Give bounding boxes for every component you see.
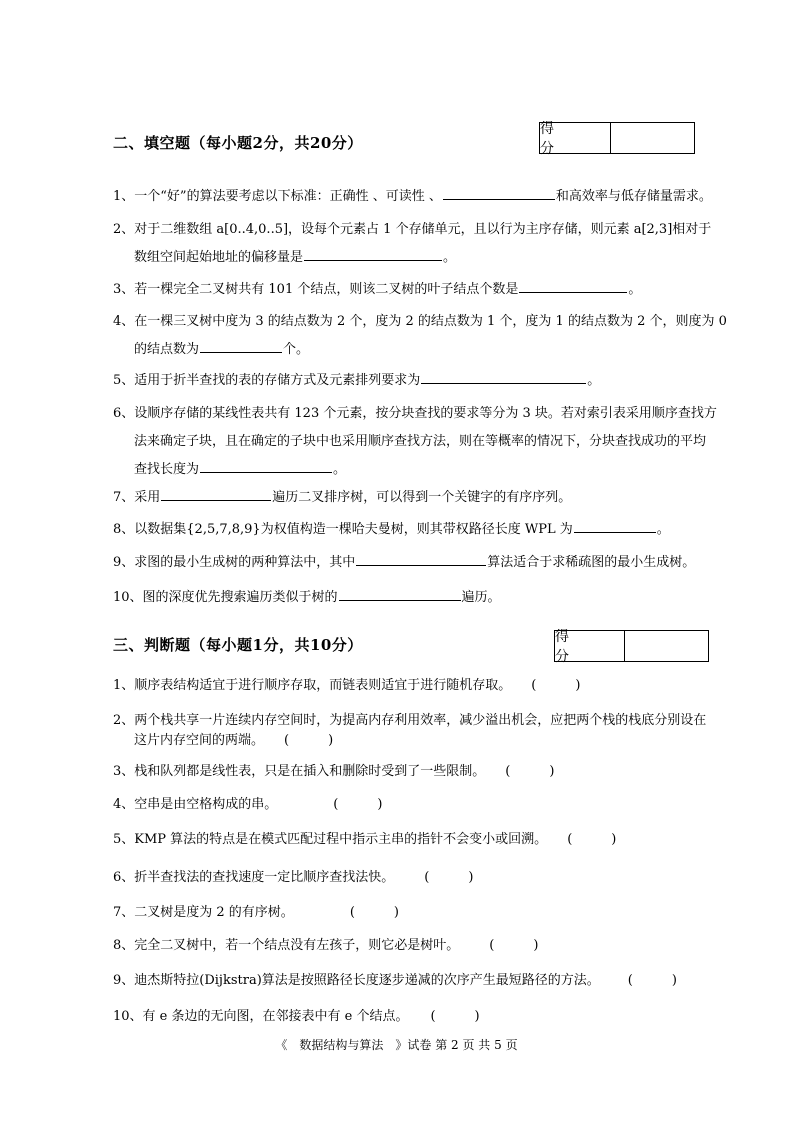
- answer-paren[interactable]: ( ): [349, 905, 399, 920]
- q3-text: 3、若一棵完全二叉树共有 101 个结点，则该二叉树的叶子结点个数是: [113, 282, 519, 297]
- q7-text-end: 遍历二叉排序树，可以得到一个关键字的有序序列。: [272, 490, 572, 505]
- answer-paren[interactable]: ( ): [333, 797, 383, 812]
- section2-score-box: [539, 121, 695, 157]
- q4-blank[interactable]: [200, 338, 282, 353]
- judge-question-1: [113, 672, 757, 700]
- section2-title: 二、填空题（每小题2分，共20分）: [113, 134, 363, 152]
- answer-paren[interactable]: ( ): [284, 733, 334, 748]
- page-footer: 《 数据结构与算法 》试卷 第 2 页 共 5 页: [275, 1038, 518, 1052]
- fill-question-4: [113, 308, 757, 364]
- q9-text-end: 算法适合于求稀疏图的最小生成树。: [487, 555, 696, 570]
- j2-line2: 这片内存空间的两端。: [134, 733, 265, 748]
- answer-paren[interactable]: ( ): [567, 832, 617, 847]
- q3-blank[interactable]: [519, 278, 627, 293]
- q6-line1: 6、设顺序存储的某线性表共有 123 个元素，按分块查找的要求等分为 3 块。若对索引表采用顺序查找方: [113, 406, 717, 421]
- score-value-cell[interactable]: [625, 631, 708, 661]
- q5-text: 5、适用于折半查找的表的存储方式及元素排列要求为: [113, 373, 421, 388]
- q9-text: 9、求图的最小生成树的两种算法中，其中: [113, 555, 356, 570]
- judge-question-2: [113, 711, 757, 751]
- j9-text: 9、迪杰斯特拉(Dijkstra)算法是按照路径长度逐步递减的次序产生最短路径的方法。: [113, 973, 600, 988]
- j1-text: 1、顺序表结构适宜于进行顺序存取，而链表则适宜于进行随机存取。: [113, 678, 512, 693]
- score-value-cell[interactable]: [611, 123, 694, 153]
- j5-text: 5、KMP 算法的特点是在模式匹配过程中指示主串的指针不会变小或回溯。: [113, 832, 548, 847]
- judge-question-9: [113, 967, 757, 995]
- j6-text: 6、折半查找法的查找速度一定比顺序查找法快。: [113, 870, 395, 885]
- answer-paren[interactable]: ( ): [627, 973, 677, 988]
- q2-text-end: 。: [443, 250, 457, 265]
- section3-score-box: [554, 629, 709, 665]
- j3-text: 3、栈和队列都是线性表，只是在插入和删除时受到了一些限制。: [113, 764, 486, 779]
- q1-text: 1、一个“好”的算法要考虑以下标准：正确性 、可读性 、: [113, 189, 442, 204]
- q10-blank[interactable]: [339, 586, 461, 601]
- answer-paren[interactable]: ( ): [424, 870, 474, 885]
- judge-question-5: [113, 826, 757, 854]
- fill-question-5: [113, 367, 757, 395]
- fill-question-3: [113, 276, 757, 304]
- fill-question-6: [113, 400, 757, 484]
- judge-question-6: [113, 864, 757, 892]
- q6-blank[interactable]: [200, 458, 332, 473]
- j4-text: 4、空串是由空格构成的串。: [113, 797, 278, 812]
- fill-question-9: [113, 549, 757, 577]
- fill-question-2: [113, 216, 757, 272]
- score-label: 得 分: [555, 631, 625, 661]
- q2-line2: 数组空间起始地址的偏移量是: [134, 250, 304, 265]
- answer-paren[interactable]: ( ): [505, 764, 555, 779]
- q6-line2: 法来确定子块，且在确定的子块中也采用顺序查找方法，则在等概率的情况下，分块查找成功的平均: [134, 434, 707, 449]
- j2-line1: 2、两个栈共享一片连续内存空间时，为提高内存利用效率，减少溢出机会，应把两个栈的栈底分别设在: [113, 713, 707, 728]
- q1-text-end: 和高效率与低存储量需求。: [555, 189, 712, 204]
- fill-question-1: [113, 183, 757, 211]
- judge-question-8: [113, 932, 757, 960]
- fill-question-10: [113, 584, 757, 612]
- j7-text: 7、二叉树是度为 2 的有序树。: [113, 905, 294, 920]
- q5-blank[interactable]: [421, 369, 586, 384]
- q7-text: 7、采用: [113, 490, 161, 505]
- q10-text-end: 遍历。: [461, 590, 501, 605]
- q6-line3: 查找长度为: [134, 462, 200, 477]
- q8-blank[interactable]: [574, 518, 656, 533]
- q4-line2: 的结点数为: [134, 342, 200, 357]
- section3-title: 三、判断题（每小题1分，共10分）: [113, 636, 363, 654]
- score-label: 得 分: [540, 123, 611, 153]
- q9-blank[interactable]: [356, 551, 486, 566]
- q8-text-end: 。: [656, 522, 670, 537]
- fill-question-8: [113, 516, 757, 544]
- j10-text: 10、有 e 条边的无向图，在邻接表中有 e 个结点。: [113, 1009, 409, 1024]
- q2-blank[interactable]: [304, 246, 442, 261]
- q7-blank[interactable]: [161, 486, 271, 501]
- q6-text-end: 。: [333, 462, 347, 477]
- q1-blank[interactable]: [443, 185, 555, 200]
- judge-question-4: [113, 791, 757, 819]
- judge-question-7: [113, 899, 757, 927]
- fill-question-7: [113, 484, 757, 512]
- answer-paren[interactable]: ( ): [531, 678, 581, 693]
- q4-text-end: 个。: [283, 342, 310, 357]
- q3-text-end: 。: [628, 282, 642, 297]
- q10-text: 10、图的深度优先搜索遍历类似于树的: [113, 590, 338, 605]
- q8-text: 8、以数据集{2,5,7,8,9}为权值构造一棵哈夫曼树，则其带权路径长度 WPL 为: [113, 522, 573, 537]
- judge-question-3: [113, 758, 757, 786]
- answer-paren[interactable]: ( ): [430, 1009, 480, 1024]
- q4-line1: 4、在一棵三叉树中度为 3 的结点数为 2 个，度为 2 的结点数为 1 个，度为 1 的结点数为 2 个，则度为 0: [113, 314, 727, 329]
- q5-text-end: 。: [587, 373, 601, 388]
- j8-text: 8、完全二叉树中，若一个结点没有左孩子，则它必是树叶。: [113, 938, 460, 953]
- answer-paren[interactable]: ( ): [489, 938, 539, 953]
- q2-line1: 2、对于二维数组 a[0..4,0..5]，设每个元素占 1 个存储单元，且以行为主序存储，则元素 a[2,3]相对于: [113, 222, 712, 237]
- judge-question-10: [113, 1003, 757, 1031]
